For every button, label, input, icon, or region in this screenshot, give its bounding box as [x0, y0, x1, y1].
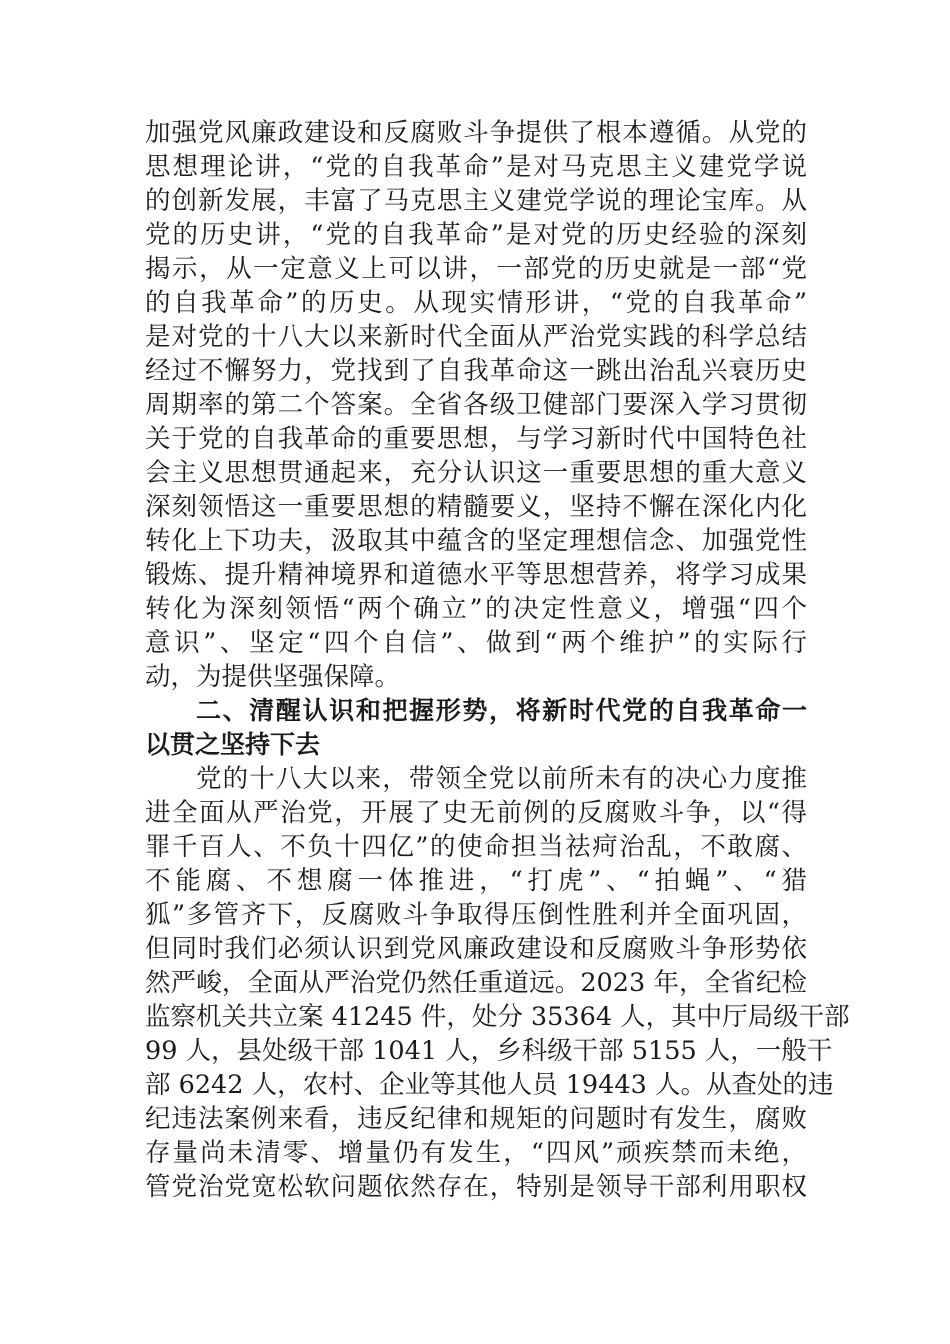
paragraph-1-line: 锻炼、提升精神境界和道德水平等思想营养，将学习成果: [145, 560, 807, 590]
document-body: [145, 116, 850, 1204]
paragraph-1-line: 经过不懈努力，党找到了自我革命这一跳出治乱兴衰历史: [145, 356, 807, 386]
paragraph-2-line: 纪违法案例来看，违反纪律和规矩的问题时有发生，腐败: [145, 1104, 807, 1134]
paragraph-2-line: 存量尚未清零、增量仍有发生，“四风”顽疾禁而未绝，: [145, 1138, 807, 1168]
paragraph-1-line: 会主义思想贯通起来，充分认识这一重要思想的重大意义: [145, 458, 807, 488]
paragraph-1: [145, 116, 807, 694]
paragraph-1-line: 深刻领悟这一重要思想的精髓要义，坚持不懈在深化内化: [145, 492, 807, 522]
paragraph-1-line: 转化上下功夫，汲取其中蕴含的坚定理想信念、加强党性: [145, 526, 807, 556]
paragraph-1-line: 动，为提供坚强保障。: [145, 662, 401, 692]
section-heading-line: 二、清醒认识和把握形势，将新时代党的自我革命一: [196, 696, 807, 725]
paragraph-2-line: 狐”多管齐下，反腐败斗争取得压倒性胜利并全面巩固，: [145, 900, 807, 930]
paragraph-1-line: 关于党的自我革命的重要思想，与学习新时代中国特色社: [145, 424, 807, 454]
paragraph-2-line: 罪千百人、不负十四亿”的使命担当祛疴治乱，不敢腐、: [145, 832, 807, 862]
paragraph-2-line: 党的十八大以来，带领全党以前所未有的决心力度推: [196, 764, 807, 794]
section-heading: [145, 694, 807, 762]
paragraph-1-line: 党的历史讲，“党的自我革命”是对党的历史经验的深刻: [145, 220, 807, 250]
paragraph-2-line: 进全面从严治党，开展了史无前例的反腐败斗争，以“得: [145, 798, 807, 828]
paragraph-2-line: 99 人，县处级干部 1041 人，乡科级干部 5155 人，一般干: [145, 1036, 833, 1066]
section-heading-line: 以贯之坚持下去: [145, 730, 321, 759]
paragraph-2-line: 不能腐、不想腐一体推进，“打虎”、“拍蝇”、“猎: [145, 866, 807, 896]
paragraph-2: [145, 762, 850, 1204]
paragraph-1-line: 的创新发展，丰富了马克思主义建党学说的理论宝库。从: [145, 186, 807, 216]
paragraph-1-line: 是对党的十八大以来新时代全面从严治党实践的科学总结: [145, 322, 807, 352]
paragraph-2-line: 但同时我们必须认识到党风廉政建设和反腐败斗争形势依: [145, 934, 807, 964]
paragraph-2-line: 部 6242 人，农村、企业等其他人员 19443 人。从查处的违: [145, 1070, 834, 1100]
paragraph-2-line: 监察机关共立案 41245 件，处分 35364 人，其中厅局级干部: [145, 1002, 850, 1032]
paragraph-1-line: 思想理论讲，“党的自我革命”是对马克思主义建党学说: [145, 152, 807, 182]
paragraph-1-line: 加强党风廉政建设和反腐败斗争提供了根本遵循。从党的: [145, 118, 807, 148]
paragraph-2-line: 然严峻，全面从严治党仍然任重道远。2023 年，全省纪检: [145, 968, 807, 998]
paragraph-1-line: 揭示，从一定意义上可以讲，一部党的历史就是一部“党: [145, 254, 807, 284]
paragraph-1-line: 转化为深刻领悟“两个确立”的决定性意义，增强“四个: [145, 594, 807, 624]
paragraph-1-line: 意识”、坚定“四个自信”、做到“两个维护”的实际行: [145, 628, 807, 658]
paragraph-1-line: 的自我革命”的历史。从现实情形讲，“党的自我革命”: [145, 288, 807, 318]
paragraph-2-line: 管党治党宽松软问题依然存在，特别是领导干部利用职权: [145, 1172, 807, 1202]
paragraph-1-line: 周期率的第二个答案。全省各级卫健部门要深入学习贯彻: [145, 390, 807, 420]
